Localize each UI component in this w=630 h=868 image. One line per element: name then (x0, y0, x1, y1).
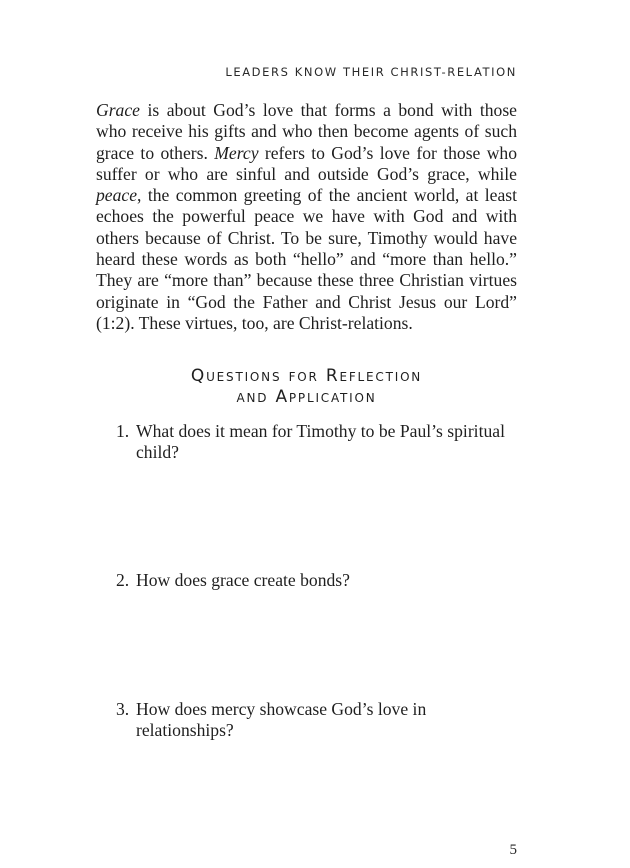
body-paragraph (96, 100, 517, 334)
question-text: How does mercy showcase God’s love in relationships? (136, 699, 427, 741)
section-heading-line-1: Questions for Reflection (190, 366, 423, 386)
paragraph-text-2: refers to God’s love for those who suffer or who are sinful and outside God’s grace, while (96, 142, 518, 184)
question-number: 3. (116, 699, 130, 719)
paragraph-text-1: is about God’s love that forms a bond with those who receive his gifts and who then become agents of such grace to others. (96, 100, 517, 163)
question-text: How does grace create bonds? (136, 570, 350, 590)
question-item-2 (116, 570, 517, 591)
section-heading-line-2: and Application (236, 387, 377, 407)
grace-term: Grace (96, 100, 140, 120)
question-item-1 (116, 421, 517, 464)
question-number: 2. (116, 570, 130, 590)
paragraph-text-3: , the common greeting of the ancient world, at least echoes the powerful peace we have with God and with others because of Christ. To be sure, Timothy would have heard these words as both “hello” and “more than hello.” They are “more than” because these three Christian virtues originate in “God the Father and Christ Jesus our Lord” (1:2). These virtues, too, are Christ-relations. (96, 185, 517, 333)
page-number: 5 (509, 842, 517, 858)
question-item-3 (116, 699, 517, 742)
question-number: 1. (116, 421, 130, 441)
peace-term: peace (96, 185, 138, 206)
running-head: LEADERS KNOW THEIR CHRIST-RELATION (225, 65, 517, 79)
question-text: What does it mean for Timothy to be Paul’s spiritual child? (136, 421, 505, 463)
section-heading (96, 366, 517, 408)
mercy-term: Mercy (214, 142, 259, 163)
